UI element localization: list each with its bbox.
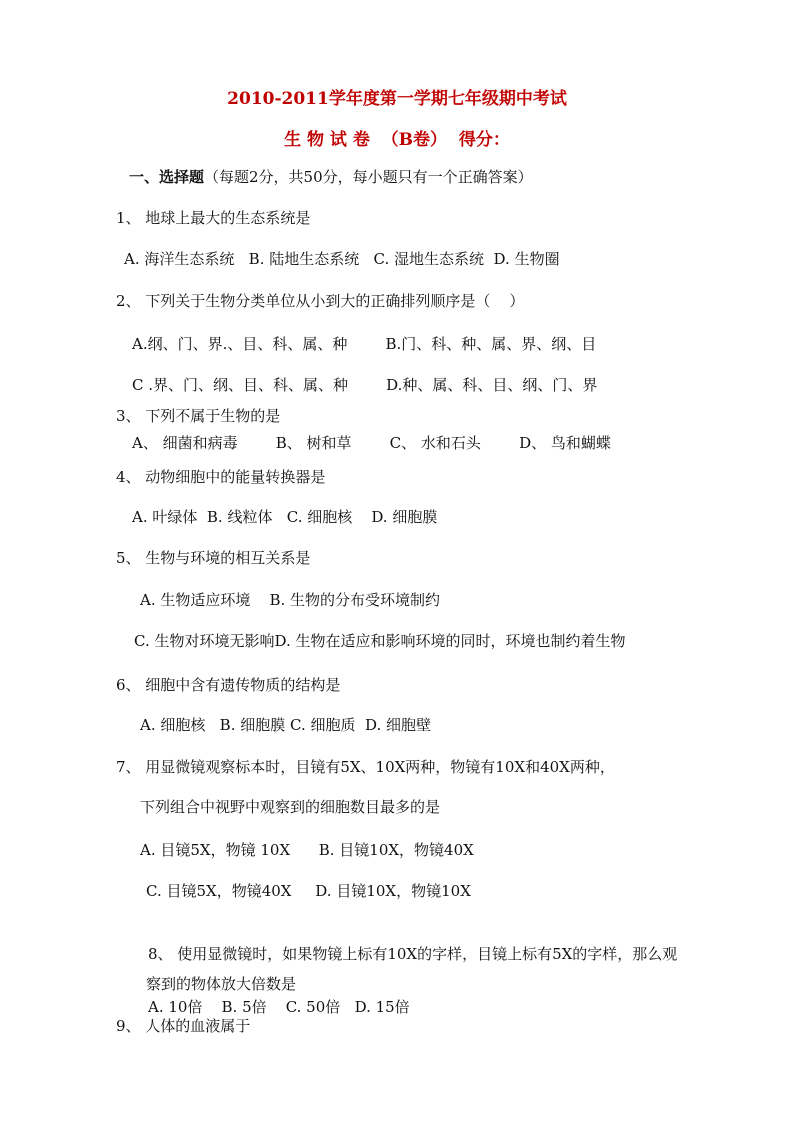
- question-1-options: A. 海洋生态系统 B. 陆地生态系统 C. 湿地生态系统 D. 生物圈: [124, 250, 560, 268]
- section-heading: 一、选择题: [129, 168, 205, 186]
- question-2-options-line1: A.纲、门、界.、目、科、属、种 B.门、科、种、属、界、纲、目: [132, 335, 597, 353]
- question-7-options-line2: C. 目镜5X，物镜40X D. 目镜10X，物镜10X: [146, 882, 471, 900]
- question-9-stem: 9、 人体的血液属于: [116, 1017, 251, 1035]
- question-7-stem-line2: 下列组合中视野中观察到的细胞数目最多的是: [140, 798, 441, 816]
- question-1-stem: 1、 地球上最大的生态系统是: [116, 209, 311, 227]
- section-note: （每题2分，共50分，每小题只有一个正确答案）: [204, 168, 533, 186]
- question-3-options: A、 细菌和病毒 B、 树和草 C、 水和石头 D、 鸟和蝴蝶: [132, 434, 611, 452]
- question-2-options-line2: C .界、门、纲、目、科、属、种 D.种、属、科、目、纲、门、界: [132, 376, 598, 394]
- question-6-options: A. 细胞核 B. 细胞膜 C. 细胞质 D. 细胞壁: [140, 716, 432, 734]
- question-5-stem: 5、 生物与环境的相互关系是: [116, 549, 311, 567]
- question-8-options: A. 10倍 B. 5倍 C. 50倍 D. 15倍: [148, 998, 410, 1016]
- question-3-stem: 3、 下列不属于生物的是: [116, 407, 281, 425]
- page-subtitle: 生 物 试 卷 （B卷） 得分：: [284, 130, 510, 150]
- page-title: 2010-2011学年度第一学期七年级期中考试: [227, 89, 567, 109]
- question-8-stem-line1: 8、 使用显微镜时，如果物镜上标有10X的字样，目镜上标有5X的字样，那么观: [148, 945, 678, 963]
- question-5-options-line2: C. 生物对环境无影响D. 生物在适应和影响环境的同时，环境也制约着生物: [134, 632, 626, 650]
- section-heading-row: [129, 167, 533, 187]
- question-4-stem: 4、 动物细胞中的能量转换器是: [116, 468, 326, 486]
- question-8-stem-line2: 察到的物体放大倍数是: [146, 975, 297, 993]
- question-5-options-line1: A. 生物适应环境 B. 生物的分布受环境制约: [140, 591, 441, 609]
- question-7-options-line1: A. 目镜5X，物镜 10X B. 目镜10X，物镜40X: [140, 841, 474, 859]
- question-7-stem-line1: 7、 用显微镜观察标本时，目镜有5X、10X两种，物镜有10X和40X两种，: [116, 758, 615, 776]
- question-2-stem: 2、 下列关于生物分类单位从小到大的正确排列顺序是（ ）: [116, 292, 525, 310]
- question-6-stem: 6、 细胞中含有遗传物质的结构是: [116, 676, 341, 694]
- question-4-options: A. 叶绿体 B. 线粒体 C. 细胞核 D. 细胞膜: [132, 508, 438, 526]
